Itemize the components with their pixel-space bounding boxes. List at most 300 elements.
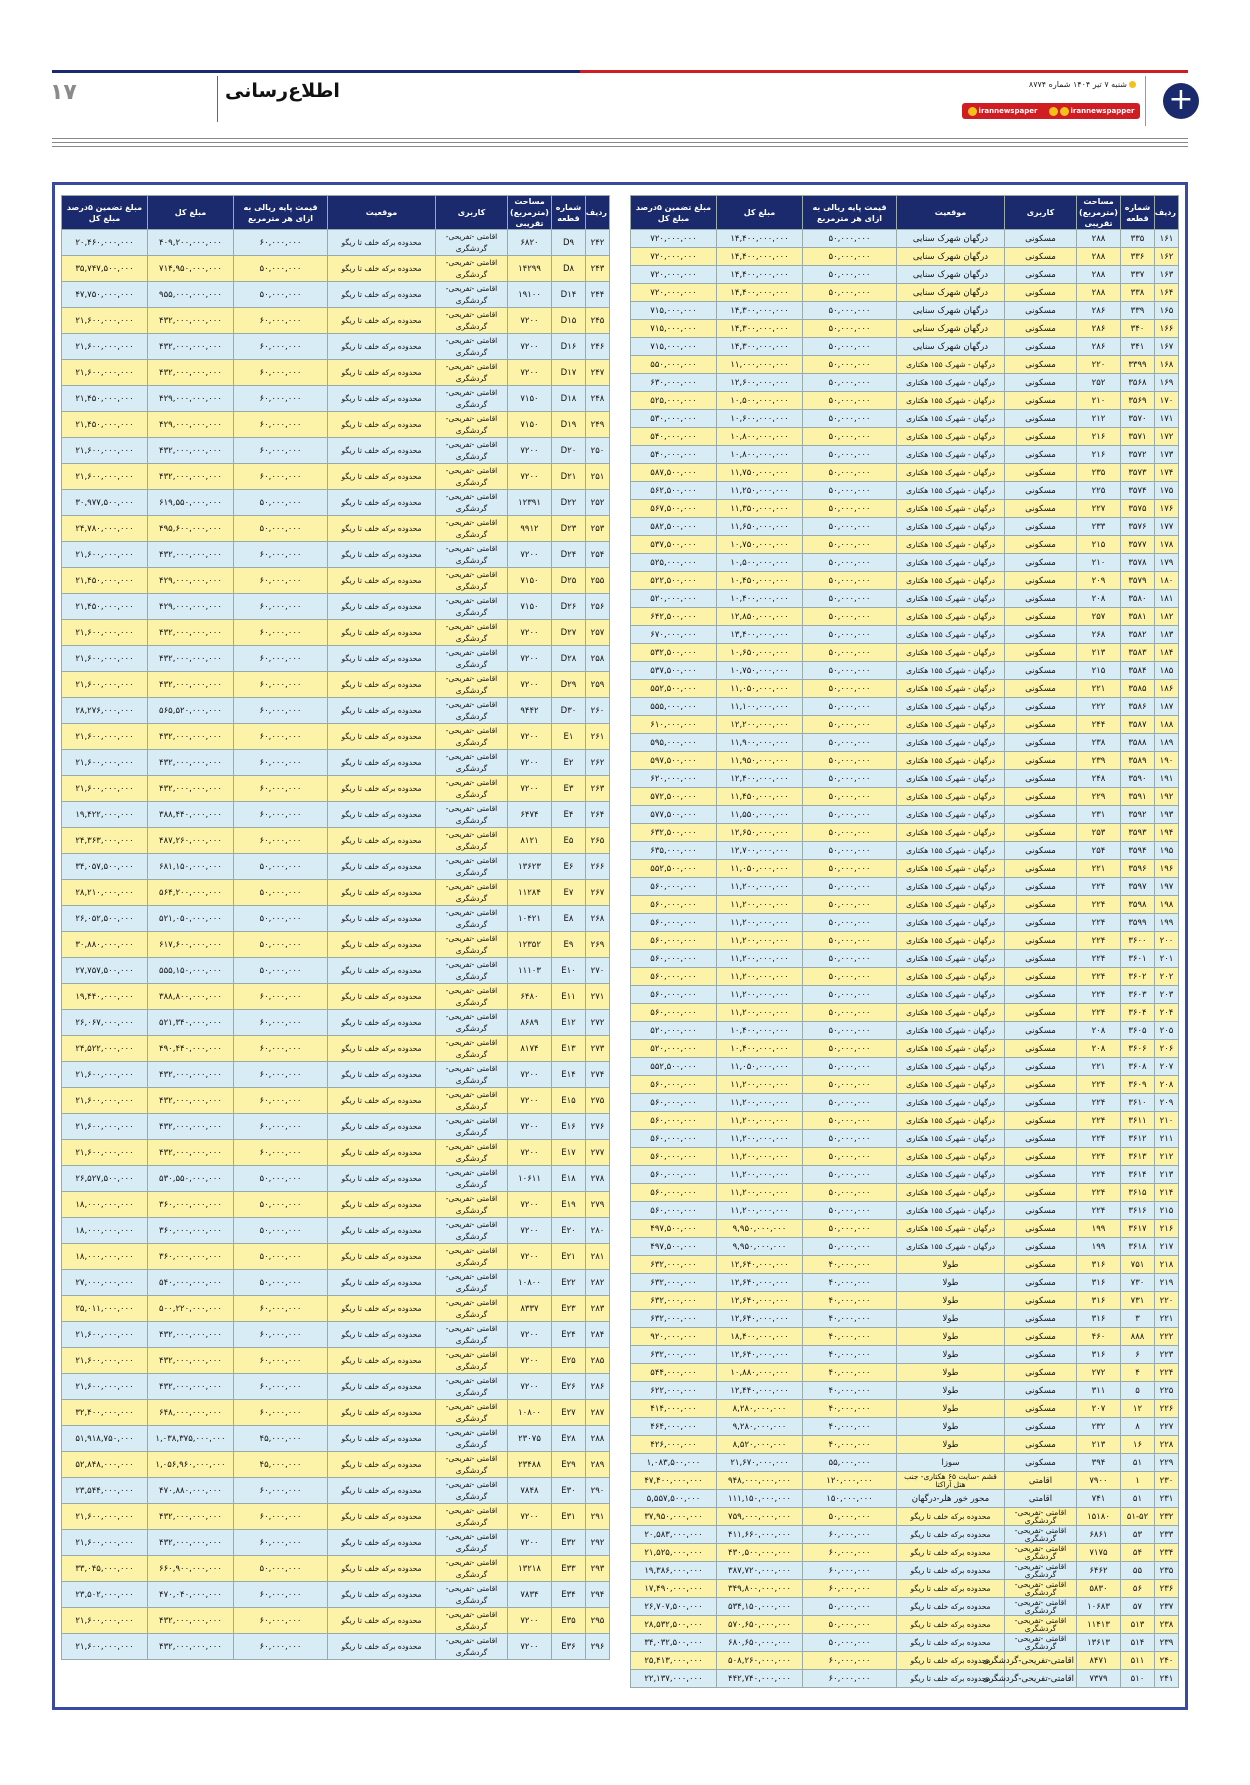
cell-base-price: ۶۰,۰۰۰,۰۰۰ bbox=[234, 308, 328, 334]
cell-total-amount: ۱۲,۶۴۰,۰۰۰,۰۰۰ bbox=[717, 1292, 803, 1310]
cell-total-amount: ۴۳۲,۰۰۰,۰۰۰,۰۰۰ bbox=[148, 776, 234, 802]
table-row bbox=[631, 338, 1179, 356]
cell-guarantee-amount: ۶۳۲,۰۰۰,۰۰۰ bbox=[631, 1256, 717, 1274]
cell-row-number: ۲۶۱ bbox=[586, 724, 610, 750]
cell-usage: مسکونی bbox=[1005, 842, 1077, 860]
cell-total-amount: ۴۳۲,۰۰۰,۰۰۰,۰۰۰ bbox=[148, 308, 234, 334]
cell-base-price: ۵۰,۰۰۰,۰۰۰ bbox=[234, 516, 328, 542]
cell-plot-number: E۱۵ bbox=[552, 1088, 586, 1114]
cell-area: ۷۲۰۰ bbox=[508, 1192, 552, 1218]
table-row bbox=[62, 750, 610, 776]
cell-usage: اقامتی -تفریحی- گردشگری bbox=[436, 1166, 508, 1192]
cell-row-number: ۲۳۴ bbox=[1155, 1544, 1179, 1562]
cell-total-amount: ۱۱,۲۰۰,۰۰۰,۰۰۰ bbox=[717, 878, 803, 896]
cell-area: ۲۲۱ bbox=[1077, 860, 1121, 878]
table-row bbox=[62, 542, 610, 568]
table-row bbox=[631, 1256, 1179, 1274]
cell-usage: مسکونی bbox=[1005, 878, 1077, 896]
cell-location: محدوده برکه خلف تا ریگو bbox=[897, 1616, 1005, 1634]
cell-usage: مسکونی bbox=[1005, 1166, 1077, 1184]
cell-guarantee-amount: ۵۲۲,۵۰۰,۰۰۰ bbox=[631, 572, 717, 590]
cell-total-amount: ۹,۹۵۰,۰۰۰,۰۰۰ bbox=[717, 1238, 803, 1256]
cell-base-price: ۵۰,۰۰۰,۰۰۰ bbox=[803, 878, 897, 896]
cell-row-number: ۲۶۲ bbox=[586, 750, 610, 776]
cell-row-number: ۲۷۵ bbox=[586, 1088, 610, 1114]
cell-location: طولا bbox=[897, 1418, 1005, 1436]
cell-usage: مسکونی bbox=[1005, 248, 1077, 266]
cell-location: درگهان - شهرک ۱۵۵ هکتاری bbox=[897, 1112, 1005, 1130]
cell-row-number: ۲۱۵ bbox=[1155, 1202, 1179, 1220]
cell-area: ۲۲۰ bbox=[1077, 356, 1121, 374]
cell-location: محدوده برکه خلف تا ریگو bbox=[897, 1652, 1005, 1670]
social-item-2[interactable] bbox=[1049, 103, 1135, 119]
table-row bbox=[62, 646, 610, 672]
cell-total-amount: ۴۳۲,۰۰۰,۰۰۰,۰۰۰ bbox=[148, 750, 234, 776]
cell-plot-number: ۳۵۹۰ bbox=[1121, 770, 1155, 788]
cell-guarantee-amount: ۵۷۲,۵۰۰,۰۰۰ bbox=[631, 788, 717, 806]
cell-row-number: ۱۹۶ bbox=[1155, 860, 1179, 878]
cell-total-amount: ۱۰,۵۰۰,۰۰۰,۰۰۰ bbox=[717, 554, 803, 572]
cell-total-amount: ۸,۲۸۰,۰۰۰,۰۰۰ bbox=[717, 1400, 803, 1418]
table-row bbox=[631, 1184, 1179, 1202]
cell-location: محدوده برکه خلف تا ریگو bbox=[328, 1426, 436, 1452]
cell-area: ۱۳۲۱۸ bbox=[508, 1556, 552, 1582]
cell-area: ۲۲۴ bbox=[1077, 986, 1121, 1004]
cell-base-price: ۵۰,۰۰۰,۰۰۰ bbox=[803, 1634, 897, 1652]
cell-guarantee-amount: ۲۱,۶۰۰,۰۰۰,۰۰۰ bbox=[62, 1114, 148, 1140]
cell-total-amount: ۱۲,۷۰۰,۰۰۰,۰۰۰ bbox=[717, 842, 803, 860]
cell-plot-number: ۵۱۴ bbox=[1121, 1634, 1155, 1652]
table-row bbox=[62, 1036, 610, 1062]
cell-total-amount: ۱۲,۶۴۰,۰۰۰,۰۰۰ bbox=[717, 1346, 803, 1364]
cell-total-amount: ۵۳۰,۵۵۰,۰۰۰,۰۰۰ bbox=[148, 1166, 234, 1192]
column-header-usage: کاربری bbox=[436, 196, 508, 230]
cell-area: ۲۵۳ bbox=[1077, 824, 1121, 842]
table-row bbox=[631, 1436, 1179, 1454]
cell-location: محدوده برکه خلف تا ریگو bbox=[328, 386, 436, 412]
cell-usage: مسکونی bbox=[1005, 1022, 1077, 1040]
cell-row-number: ۲۳۲ bbox=[1155, 1508, 1179, 1526]
cell-location: محدوده برکه خلف تا ریگو bbox=[328, 1400, 436, 1426]
cell-total-amount: ۱۰,۴۰۰,۰۰۰,۰۰۰ bbox=[717, 590, 803, 608]
cell-guarantee-amount: ۵۶۰,۰۰۰,۰۰۰ bbox=[631, 968, 717, 986]
cell-guarantee-amount: ۶۱۰,۰۰۰,۰۰۰ bbox=[631, 716, 717, 734]
cell-area: ۷۲۰۰ bbox=[508, 672, 552, 698]
cell-total-amount: ۳۸۸,۴۴۰,۰۰۰,۰۰۰ bbox=[148, 802, 234, 828]
cell-base-price: ۶۰,۰۰۰,۰۰۰ bbox=[234, 620, 328, 646]
cell-row-number: ۲۶۵ bbox=[586, 828, 610, 854]
cell-usage: مسکونی bbox=[1005, 1238, 1077, 1256]
cell-base-price: ۴۰,۰۰۰,۰۰۰ bbox=[803, 1328, 897, 1346]
table-row bbox=[631, 842, 1179, 860]
cell-location: درگهان - شهرک ۱۵۵ هکتاری bbox=[897, 770, 1005, 788]
cell-plot-number: ۳۳۵ bbox=[1121, 230, 1155, 248]
table-row bbox=[631, 932, 1179, 950]
cell-plot-number: ۳۳۹۹ bbox=[1121, 356, 1155, 374]
cell-plot-number: ۵۳ bbox=[1121, 1526, 1155, 1544]
cell-row-number: ۲۴۸ bbox=[586, 386, 610, 412]
cell-total-amount: ۱۰,۷۵۰,۰۰۰,۰۰۰ bbox=[717, 662, 803, 680]
cell-location: درگهان شهرک سنایی bbox=[897, 230, 1005, 248]
cell-base-price: ۵۰,۰۰۰,۰۰۰ bbox=[803, 1058, 897, 1076]
cell-total-amount: ۴۳۲,۰۰۰,۰۰۰,۰۰۰ bbox=[148, 724, 234, 750]
cell-plot-number: ۳۳۷ bbox=[1121, 266, 1155, 284]
cell-usage: مسکونی bbox=[1005, 1382, 1077, 1400]
cell-base-price: ۶۰,۰۰۰,۰۰۰ bbox=[803, 1526, 897, 1544]
table-row bbox=[631, 1148, 1179, 1166]
cell-row-number: ۲۴۳ bbox=[586, 256, 610, 282]
cell-plot-number: E۱۸ bbox=[552, 1166, 586, 1192]
table-row bbox=[631, 1076, 1179, 1094]
table-row bbox=[62, 880, 610, 906]
cell-location: محدوده برکه خلف تا ریگو bbox=[897, 1634, 1005, 1652]
cell-base-price: ۵۵,۰۰۰,۰۰۰ bbox=[803, 1454, 897, 1472]
cell-usage: اقامتی -تفریحی- گردشگری bbox=[1005, 1616, 1077, 1634]
cell-area: ۲۸۸ bbox=[1077, 230, 1121, 248]
cell-total-amount: ۴۳۲,۰۰۰,۰۰۰,۰۰۰ bbox=[148, 1374, 234, 1400]
cell-base-price: ۶۰,۰۰۰,۰۰۰ bbox=[234, 1088, 328, 1114]
cell-usage: مسکونی bbox=[1005, 1076, 1077, 1094]
cell-usage: اقامتی -تفریحی- گردشگری bbox=[436, 1010, 508, 1036]
cell-base-price: ۶۰,۰۰۰,۰۰۰ bbox=[234, 776, 328, 802]
column-header-base-price: قیمت پایه ریالی به ازای هر مترمربع bbox=[234, 196, 328, 230]
table-row bbox=[631, 572, 1179, 590]
cell-location: محدوده برکه خلف تا ریگو bbox=[328, 230, 436, 256]
cell-row-number: ۲۷۶ bbox=[586, 1114, 610, 1140]
cell-base-price: ۶۰,۰۰۰,۰۰۰ bbox=[234, 828, 328, 854]
cell-base-price: ۵۰,۰۰۰,۰۰۰ bbox=[234, 1166, 328, 1192]
cell-row-number: ۱۹۳ bbox=[1155, 806, 1179, 824]
cell-guarantee-amount: ۵۶۰,۰۰۰,۰۰۰ bbox=[631, 1130, 717, 1148]
cell-guarantee-amount: ۲۸,۲۷۶,۰۰۰,۰۰۰ bbox=[62, 698, 148, 724]
cell-row-number: ۲۰۳ bbox=[1155, 986, 1179, 1004]
cell-total-amount: ۶۸۰,۶۵۰,۰۰۰,۰۰۰ bbox=[717, 1634, 803, 1652]
cell-location: محدوده برکه خلف تا ریگو bbox=[328, 1556, 436, 1582]
cell-plot-number: E۲۹ bbox=[552, 1452, 586, 1478]
cell-guarantee-amount: ۱۹,۳۸۶,۰۰۰,۰۰۰ bbox=[631, 1562, 717, 1580]
cell-area: ۲۱۵ bbox=[1077, 536, 1121, 554]
cell-plot-number: D۲۱ bbox=[552, 464, 586, 490]
table-row bbox=[631, 734, 1179, 752]
cell-guarantee-amount: ۲۱,۶۰۰,۰۰۰,۰۰۰ bbox=[62, 1088, 148, 1114]
table-row bbox=[631, 626, 1179, 644]
cell-usage: اقامتی -تفریحی- گردشگری bbox=[436, 802, 508, 828]
column-header-row-number: ردیف bbox=[586, 196, 610, 230]
table-row bbox=[62, 386, 610, 412]
table-row bbox=[62, 412, 610, 438]
table-row bbox=[631, 680, 1179, 698]
cell-location: محدوده برکه خلف تا ریگو bbox=[328, 1140, 436, 1166]
cell-location: محدوده برکه خلف تا ریگو bbox=[328, 334, 436, 360]
cell-location: درگهان - شهرک ۱۵۵ هکتاری bbox=[897, 788, 1005, 806]
cell-row-number: ۲۲۴ bbox=[1155, 1364, 1179, 1382]
cell-row-number: ۱۹۰ bbox=[1155, 752, 1179, 770]
cell-area: ۷۲۰۰ bbox=[508, 464, 552, 490]
cell-plot-number: ۳۵۸۳ bbox=[1121, 644, 1155, 662]
cell-usage: اقامتی -تفریحی- گردشگری bbox=[436, 724, 508, 750]
cell-guarantee-amount: ۵۵۲,۵۰۰,۰۰۰ bbox=[631, 1058, 717, 1076]
cell-base-price: ۶۰,۰۰۰,۰۰۰ bbox=[234, 334, 328, 360]
cell-guarantee-amount: ۲۱,۶۰۰,۰۰۰,۰۰۰ bbox=[62, 360, 148, 386]
cell-guarantee-amount: ۵۶۰,۰۰۰,۰۰۰ bbox=[631, 878, 717, 896]
cell-base-price: ۵۰,۰۰۰,۰۰۰ bbox=[803, 284, 897, 302]
cell-row-number: ۲۶۴ bbox=[586, 802, 610, 828]
cell-usage: اقامتی -تفریحی- گردشگری bbox=[436, 1036, 508, 1062]
cell-location: درگهان - شهرک ۱۵۵ هکتاری bbox=[897, 842, 1005, 860]
cell-base-price: ۶۰,۰۰۰,۰۰۰ bbox=[803, 1670, 897, 1688]
cell-guarantee-amount: ۲۱,۶۰۰,۰۰۰,۰۰۰ bbox=[62, 646, 148, 672]
cell-guarantee-amount: ۲۱,۶۰۰,۰۰۰,۰۰۰ bbox=[62, 1140, 148, 1166]
cell-row-number: ۱۶۴ bbox=[1155, 284, 1179, 302]
cell-area: ۳۱۶ bbox=[1077, 1292, 1121, 1310]
cell-location: محدوده برکه خلف تا ریگو bbox=[328, 308, 436, 334]
cell-row-number: ۲۷۷ bbox=[586, 1140, 610, 1166]
cell-row-number: ۲۰۰ bbox=[1155, 932, 1179, 950]
cell-usage: اقامتی -تفریحی- گردشگری bbox=[436, 256, 508, 282]
cell-base-price: ۶۰,۰۰۰,۰۰۰ bbox=[234, 386, 328, 412]
cell-total-amount: ۸,۵۲۰,۰۰۰,۰۰۰ bbox=[717, 1436, 803, 1454]
cell-usage: اقامتی -تفریحی- گردشگری bbox=[436, 1270, 508, 1296]
cell-base-price: ۵۰,۰۰۰,۰۰۰ bbox=[234, 906, 328, 932]
cell-guarantee-amount: ۷۲۰,۰۰۰,۰۰۰ bbox=[631, 230, 717, 248]
cell-location: محدوده برکه خلف تا ریگو bbox=[328, 724, 436, 750]
cell-guarantee-amount: ۲۴,۵۲۲,۰۰۰,۰۰۰ bbox=[62, 1036, 148, 1062]
cell-area: ۷۲۰۰ bbox=[508, 1634, 552, 1660]
cell-area: ۱۱۴۱۳ bbox=[1077, 1616, 1121, 1634]
cell-plot-number: ۳۶۰۰ bbox=[1121, 932, 1155, 950]
cell-location: درگهان - شهرک ۱۵۵ هکتاری bbox=[897, 950, 1005, 968]
table-row bbox=[631, 1202, 1179, 1220]
table-row bbox=[62, 1608, 610, 1634]
cell-area: ۱۰۴۲۱ bbox=[508, 906, 552, 932]
cell-plot-number: ۳۶۰۸ bbox=[1121, 1058, 1155, 1076]
cell-total-amount: ۴۳۲,۰۰۰,۰۰۰,۰۰۰ bbox=[148, 464, 234, 490]
table-row bbox=[631, 1382, 1179, 1400]
cell-plot-number: ۳۶۱۵ bbox=[1121, 1184, 1155, 1202]
cell-row-number: ۱۹۴ bbox=[1155, 824, 1179, 842]
cell-area: ۲۲۷ bbox=[1077, 500, 1121, 518]
table-row bbox=[62, 1400, 610, 1426]
cell-usage: اقامتی -تفریحی- گردشگری bbox=[436, 880, 508, 906]
cell-area: ۱۳۶۱۳ bbox=[1077, 1634, 1121, 1652]
cell-usage: مسکونی bbox=[1005, 680, 1077, 698]
cell-row-number: ۲۷۰ bbox=[586, 958, 610, 984]
cell-location: درگهان - شهرک ۱۵۵ هکتاری bbox=[897, 518, 1005, 536]
cell-area: ۷۲۰۰ bbox=[508, 1114, 552, 1140]
table-row bbox=[62, 1114, 610, 1140]
cell-plot-number: E۲۷ bbox=[552, 1400, 586, 1426]
cell-area: ۸۳۳۷ bbox=[508, 1296, 552, 1322]
cell-plot-number: ۵۱ bbox=[1121, 1454, 1155, 1472]
cell-location: محدوده برکه خلف تا ریگو bbox=[328, 1374, 436, 1400]
cell-plot-number: D۹ bbox=[552, 230, 586, 256]
cell-row-number: ۲۵۰ bbox=[586, 438, 610, 464]
cell-row-number: ۲۴۲ bbox=[586, 230, 610, 256]
cell-area: ۱۲۳۹۱ bbox=[508, 490, 552, 516]
cell-area: ۲۲۴ bbox=[1077, 914, 1121, 932]
cell-plot-number: D۲۳ bbox=[552, 516, 586, 542]
cell-location: درگهان - شهرک ۱۵۵ هکتاری bbox=[897, 500, 1005, 518]
cell-guarantee-amount: ۱۸,۰۰۰,۰۰۰,۰۰۰ bbox=[62, 1244, 148, 1270]
cell-location: محدوده برکه خلف تا ریگو bbox=[328, 568, 436, 594]
table-row bbox=[62, 1270, 610, 1296]
cell-plot-number: ۳۶۱۴ bbox=[1121, 1166, 1155, 1184]
cell-usage: اقامتی-تفریحی-گردشگری bbox=[1005, 1670, 1077, 1688]
cell-area: ۲۳۱ bbox=[1077, 806, 1121, 824]
cell-guarantee-amount: ۲۱,۶۰۰,۰۰۰,۰۰۰ bbox=[62, 438, 148, 464]
cell-location: درگهان - شهرک ۱۵۵ هکتاری bbox=[897, 896, 1005, 914]
cell-location: درگهان - شهرک ۱۵۵ هکتاری bbox=[897, 716, 1005, 734]
cell-plot-number: E۱ bbox=[552, 724, 586, 750]
cell-guarantee-amount: ۶۲۲,۰۰۰,۰۰۰ bbox=[631, 1382, 717, 1400]
cell-base-price: ۶۰,۰۰۰,۰۰۰ bbox=[234, 412, 328, 438]
cell-usage: اقامتی -تفریحی- گردشگری bbox=[436, 1088, 508, 1114]
cell-area: ۲۴۸ bbox=[1077, 770, 1121, 788]
cell-guarantee-amount: ۲۱,۶۰۰,۰۰۰,۰۰۰ bbox=[62, 1322, 148, 1348]
cell-area: ۷۲۰۰ bbox=[508, 1374, 552, 1400]
column-header-guarantee-amount: مبلغ تضمین ۵درصد مبلغ کل bbox=[62, 196, 148, 230]
cell-total-amount: ۵۷۰,۶۵۰,۰۰۰,۰۰۰ bbox=[717, 1616, 803, 1634]
cell-usage: اقامتی -تفریحی- گردشگری bbox=[436, 1634, 508, 1660]
cell-total-amount: ۱۱,۲۰۰,۰۰۰,۰۰۰ bbox=[717, 1166, 803, 1184]
cell-area: ۱۱۱۰۳ bbox=[508, 958, 552, 984]
cell-base-price: ۵۰,۰۰۰,۰۰۰ bbox=[234, 256, 328, 282]
cell-plot-number: D۱۶ bbox=[552, 334, 586, 360]
cell-location: طولا bbox=[897, 1274, 1005, 1292]
cell-base-price: ۴۰,۰۰۰,۰۰۰ bbox=[803, 1364, 897, 1382]
cell-total-amount: ۱۰,۴۰۰,۰۰۰,۰۰۰ bbox=[717, 1040, 803, 1058]
cell-row-number: ۲۲۵ bbox=[1155, 1382, 1179, 1400]
cell-base-price: ۶۰,۰۰۰,۰۰۰ bbox=[234, 698, 328, 724]
cell-base-price: ۵۰,۰۰۰,۰۰۰ bbox=[803, 1508, 897, 1526]
cell-base-price: ۵۰,۰۰۰,۰۰۰ bbox=[803, 734, 897, 752]
cell-total-amount: ۹۵۵,۰۰۰,۰۰۰,۰۰۰ bbox=[148, 282, 234, 308]
cell-base-price: ۵۰,۰۰۰,۰۰۰ bbox=[803, 464, 897, 482]
cell-usage: مسکونی bbox=[1005, 788, 1077, 806]
social-item-1[interactable] bbox=[968, 103, 1038, 119]
cell-location: محدوده برکه خلف تا ریگو bbox=[328, 802, 436, 828]
table-row bbox=[631, 1112, 1179, 1130]
cell-area: ۷۲۰۰ bbox=[508, 620, 552, 646]
cell-location: درگهان - شهرک ۱۵۵ هکتاری bbox=[897, 914, 1005, 932]
cell-location: طولا bbox=[897, 1346, 1005, 1364]
cell-base-price: ۵۰,۰۰۰,۰۰۰ bbox=[803, 428, 897, 446]
cell-guarantee-amount: ۲۱,۴۵۰,۰۰۰,۰۰۰ bbox=[62, 386, 148, 412]
cell-plot-number: E۹ bbox=[552, 932, 586, 958]
cell-area: ۷۳۷۹ bbox=[1077, 1670, 1121, 1688]
cell-usage: مسکونی bbox=[1005, 374, 1077, 392]
cell-location: درگهان شهرک سنایی bbox=[897, 248, 1005, 266]
table-row bbox=[62, 1478, 610, 1504]
cell-guarantee-amount: ۲۱,۶۰۰,۰۰۰,۰۰۰ bbox=[62, 308, 148, 334]
cell-row-number: ۲۸۱ bbox=[586, 1244, 610, 1270]
cell-row-number: ۲۱۸ bbox=[1155, 1256, 1179, 1274]
cell-row-number: ۲۹۲ bbox=[586, 1530, 610, 1556]
cell-plot-number: ۳۳۹ bbox=[1121, 302, 1155, 320]
cell-location: محدوده برکه خلف تا ریگو bbox=[897, 1580, 1005, 1598]
cell-total-amount: ۱۴,۴۰۰,۰۰۰,۰۰۰ bbox=[717, 248, 803, 266]
cell-base-price: ۵۰,۰۰۰,۰۰۰ bbox=[803, 320, 897, 338]
cell-base-price: ۶۰,۰۰۰,۰۰۰ bbox=[234, 1140, 328, 1166]
cell-location: محدوده برکه خلف تا ریگو bbox=[897, 1562, 1005, 1580]
cell-usage: اقامتی -تفریحی- گردشگری bbox=[436, 1348, 508, 1374]
cell-guarantee-amount: ۵۶۰,۰۰۰,۰۰۰ bbox=[631, 986, 717, 1004]
cell-base-price: ۶۰,۰۰۰,۰۰۰ bbox=[234, 464, 328, 490]
cell-usage: مسکونی bbox=[1005, 1220, 1077, 1238]
cell-usage: اقامتی -تفریحی- گردشگری bbox=[436, 854, 508, 880]
cell-total-amount: ۹,۲۸۰,۰۰۰,۰۰۰ bbox=[717, 1418, 803, 1436]
cell-plot-number: E۲۸ bbox=[552, 1426, 586, 1452]
cell-location: محدوده برکه خلف تا ریگو bbox=[328, 620, 436, 646]
twitter-icon bbox=[1060, 107, 1069, 116]
cell-plot-number: D۲۵ bbox=[552, 568, 586, 594]
cell-location: محدوده برکه خلف تا ریگو bbox=[328, 412, 436, 438]
table-row bbox=[631, 1562, 1179, 1580]
cell-location: محدوده برکه خلف تا ریگو bbox=[328, 1348, 436, 1374]
cell-location: محور خور هلر-درگهان bbox=[897, 1490, 1005, 1508]
cell-plot-number: E۱۲ bbox=[552, 1010, 586, 1036]
cell-guarantee-amount: ۲۱,۶۰۰,۰۰۰,۰۰۰ bbox=[62, 1374, 148, 1400]
cell-guarantee-amount: ۶۳۲,۰۰۰,۰۰۰ bbox=[631, 1310, 717, 1328]
cell-usage: مسکونی bbox=[1005, 608, 1077, 626]
cell-base-price: ۴۰,۰۰۰,۰۰۰ bbox=[803, 1400, 897, 1418]
cell-usage: اقامتی -تفریحی- گردشگری bbox=[436, 1504, 508, 1530]
cell-total-amount: ۳۸۸,۸۰۰,۰۰۰,۰۰۰ bbox=[148, 984, 234, 1010]
cell-base-price: ۵۰,۰۰۰,۰۰۰ bbox=[803, 986, 897, 1004]
cell-base-price: ۵۰,۰۰۰,۰۰۰ bbox=[234, 1244, 328, 1270]
table-row bbox=[631, 518, 1179, 536]
cell-total-amount: ۱۱,۰۵۰,۰۰۰,۰۰۰ bbox=[717, 860, 803, 878]
cell-plot-number: D۲۸ bbox=[552, 646, 586, 672]
cell-area: ۷۲۰۰ bbox=[508, 308, 552, 334]
cell-location: درگهان - شهرک ۱۵۵ هکتاری bbox=[897, 626, 1005, 644]
table-row bbox=[631, 662, 1179, 680]
cell-plot-number: E۱۰ bbox=[552, 958, 586, 984]
cell-usage: اقامتی -تفریحی- گردشگری bbox=[1005, 1508, 1077, 1526]
header-rule-mid bbox=[52, 142, 1188, 143]
cell-row-number: ۲۶۰ bbox=[586, 698, 610, 724]
cell-row-number: ۲۸۴ bbox=[586, 1322, 610, 1348]
cell-total-amount: ۴۳۲,۰۰۰,۰۰۰,۰۰۰ bbox=[148, 646, 234, 672]
cell-row-number: ۲۲۱ bbox=[1155, 1310, 1179, 1328]
table-row bbox=[62, 1634, 610, 1660]
cell-base-price: ۵۰,۰۰۰,۰۰۰ bbox=[803, 392, 897, 410]
cell-row-number: ۱۷۰ bbox=[1155, 392, 1179, 410]
cell-total-amount: ۳۶۰,۰۰۰,۰۰۰,۰۰۰ bbox=[148, 1218, 234, 1244]
cell-guarantee-amount: ۵۹۷,۵۰۰,۰۰۰ bbox=[631, 752, 717, 770]
cell-usage: اقامتی -تفریحی- گردشگری bbox=[436, 828, 508, 854]
cell-plot-number: ۳۵۷۵ bbox=[1121, 500, 1155, 518]
cell-location: محدوده برکه خلف تا ریگو bbox=[328, 1088, 436, 1114]
section-title: اطلاع‌رسانی bbox=[225, 80, 340, 102]
table-row bbox=[631, 1472, 1179, 1490]
cell-usage: مسکونی bbox=[1005, 1058, 1077, 1076]
cell-area: ۷۹۰۰ bbox=[1077, 1472, 1121, 1490]
cell-guarantee-amount: ۲۱,۵۲۵,۰۰۰,۰۰۰ bbox=[631, 1544, 717, 1562]
cell-location: درگهان - شهرک ۱۵۵ هکتاری bbox=[897, 374, 1005, 392]
cell-guarantee-amount: ۵۵۵,۰۰۰,۰۰۰ bbox=[631, 698, 717, 716]
cell-row-number: ۱۹۹ bbox=[1155, 914, 1179, 932]
column-header-total-amount: مبلغ کل bbox=[148, 196, 234, 230]
cell-area: ۲۶۸ bbox=[1077, 626, 1121, 644]
table-row bbox=[631, 1058, 1179, 1076]
cell-total-amount: ۴۳۲,۰۰۰,۰۰۰,۰۰۰ bbox=[148, 1504, 234, 1530]
table-row bbox=[62, 1556, 610, 1582]
cell-base-price: ۵۰,۰۰۰,۰۰۰ bbox=[803, 1022, 897, 1040]
cell-total-amount: ۷۵۹,۰۰۰,۰۰۰,۰۰۰ bbox=[717, 1508, 803, 1526]
table-row bbox=[62, 516, 610, 542]
cell-row-number: ۲۷۳ bbox=[586, 1036, 610, 1062]
